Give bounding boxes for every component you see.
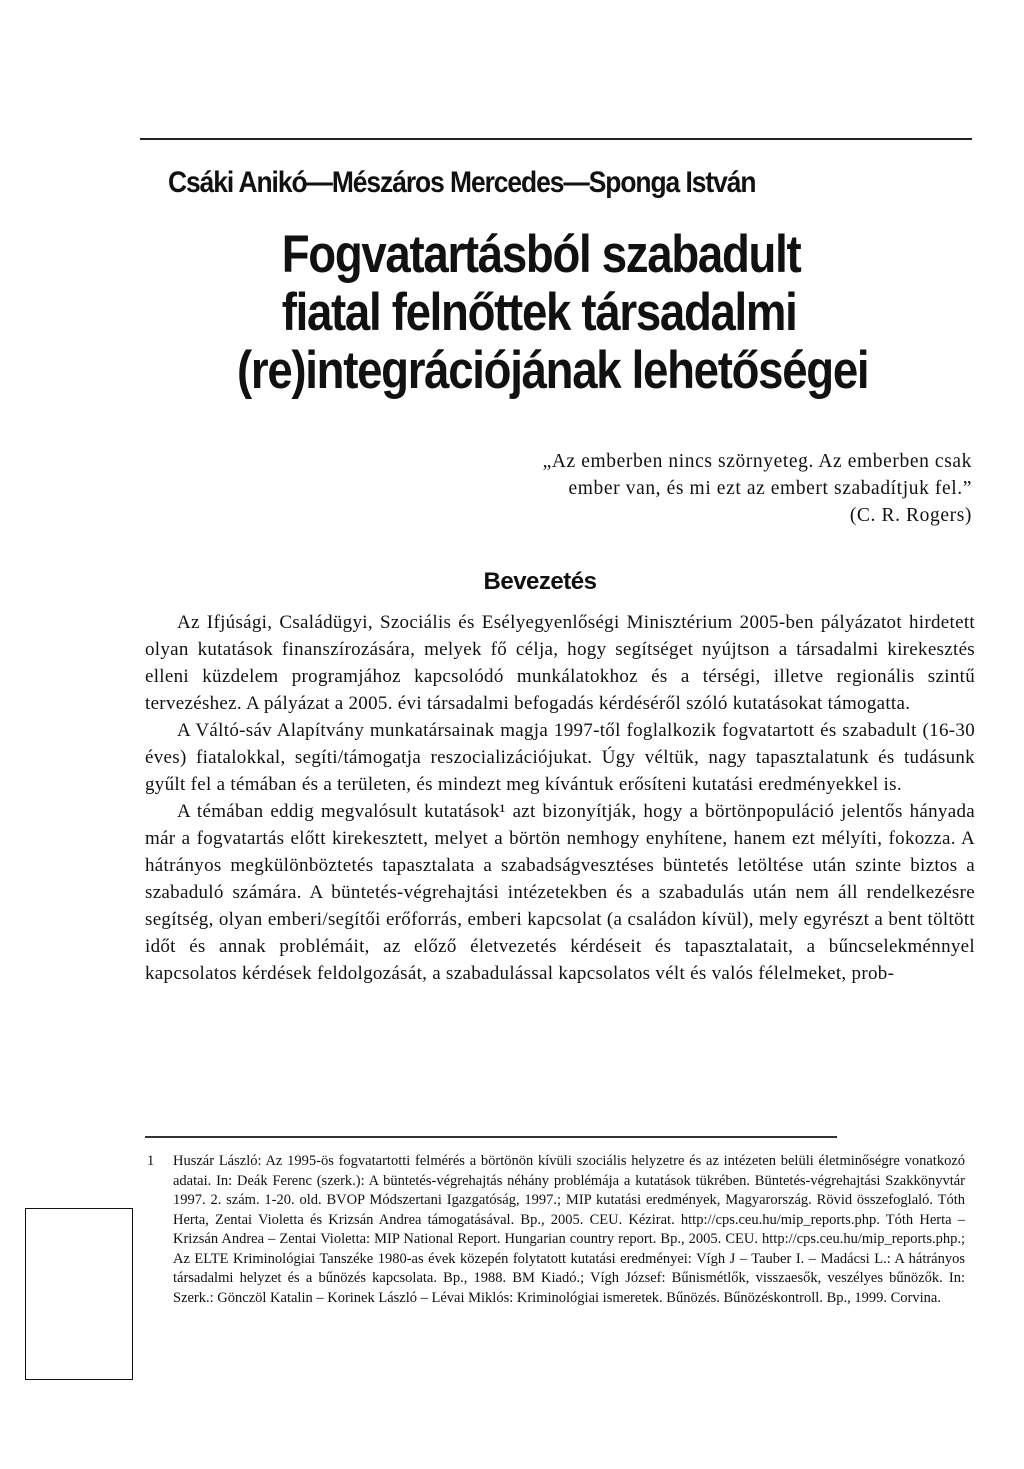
top-rule [140, 138, 972, 140]
article-title [237, 225, 869, 400]
paragraph-1: Az Ifjúsági, Családügyi, Szociális és Esélyegyenlőségi Minisztérium 2005-ben pályázatot hirdetett olyan kutatások finanszírozására, melyek fő célja, hogy segítséget nyújtson a társadalmi kirekesztés elleni küzdelem programjához kapcsolódó munkálatokhoz és a térségi, illetve regionális szintű tervezéshez. A pályázat a 2005. évi társadalmi befogadás kérdéséről szóló kutatásokat támogatta. [145, 612, 975, 714]
footnote-text: Huszár László: Az 1995-ös fogvatartotti felmérés a börtönön kívüli szociális helyzetre és az intézeten belüli életminőségre vonatkozó adatai. In: Deák Ferenc (szerk.): A büntetés-végrehajtás néhány problémája a kutatások tükrében. Büntetés-végrehajtási Szakkönyvtár 1997. 2. szám. 1-20. old. BVOP Módszertani Igazgatóság, 1997.; MIP kutatási eredmények, Magyarország. Rövid összefoglaló. Tóth Herta, Zentai Violetta és Krizsán Andrea támogatásával. Bp., 2005. CEU. Kézirat. http://cps.ceu.hu/mip_reports.php. Tóth Herta – Krizsán Andrea – Zentai Violetta: MIP National Report. Hungarian country report. Bp., 2005. CEU. http://cps.ceu.hu/mip_reports.php.; Az ELTE Kriminológiai Tanszéke 1980-as évek közepén folytatott kutatási eredményei: Vígh J – Tauber I. – Madácsi L.: A hátrányos társadalmi helyzet és a bűnözés kapcsolata. Bp., 1988. BM Kiadó.; Vígh József: Bűnismétlők, visszaesők, veszélyes bűnözők. In: Szerk.: Gönczöl Katalin – Korinek László – Lévai Miklós: Kriminológiai ismeretek. Bűnözés. Bűnözéskontroll. Bp., 1999. Corvina. [173, 1153, 965, 1306]
authors-line: Csáki Anikó—Mészáros Mercedes—Sponga István [168, 166, 756, 199]
title-line-1: Fogvatartásból szabadult [281, 225, 801, 284]
motto-quote [412, 448, 972, 529]
paragraph-3: A témában eddig megvalósult kutatások¹ azt bizonyítják, hogy a börtönpopuláció jelentős hányada már a fogvatartás előtt kirekesztett, melyet a börtön nemhogy enyhítene, hanem ezt mélyíti, fokozza. A hátrányos megkülönböztetés tapasztalata a szabadságvesztéses büntetés letöltése után szinte biztos a szabaduló számára. A büntetés-végrehajtási intézetekben és a szabadulás után nem áll rendelkezésre segítség, olyan emberi/segítői erőforrás, emberi kapcsolat (a családon kívül), mely egyrészt a bent töltött időt és annak problémáit, az előző életvezetés kérdéseit és tapasztalatait, a bűncselekménnyel kapcsolatos kérdések feldolgozását, a szabadulással kapcsolatos vélt és valós félelmeket, prob- [145, 801, 975, 984]
margin-box [25, 1208, 133, 1380]
section-heading: Bevezetés [483, 568, 597, 595]
motto-attribution: (C. R. Rogers) [849, 505, 972, 526]
title-line-3: (re)integrációjának lehetőségei [237, 341, 869, 400]
footnote-number: 1 [147, 1153, 155, 1169]
body-text [145, 609, 975, 987]
motto-line-1: „Az emberben nincs szörnyeteg. Az emberben csak [542, 451, 972, 472]
title-line-2: fiatal felnőttek társadalmi [281, 283, 797, 342]
footnote [147, 1152, 965, 1308]
paragraph-2: A Váltó-sáv Alapítvány munkatársainak magja 1997-től foglalkozik fogvatartott és szabadult (16-30 éves) fiatalokkal, segíti/támogatja reszocializációjukat. Úgy véltük, nagy tapasztalatunk és tudásunk gyűlt fel a témában és a területen, és mindezt meg kívántuk erősíteni kutatási eredményekkel is. [145, 720, 975, 795]
footnote-rule [145, 1136, 837, 1138]
motto-line-2: ember van, és mi ezt az embert szabadítjuk fel.” [568, 478, 972, 499]
